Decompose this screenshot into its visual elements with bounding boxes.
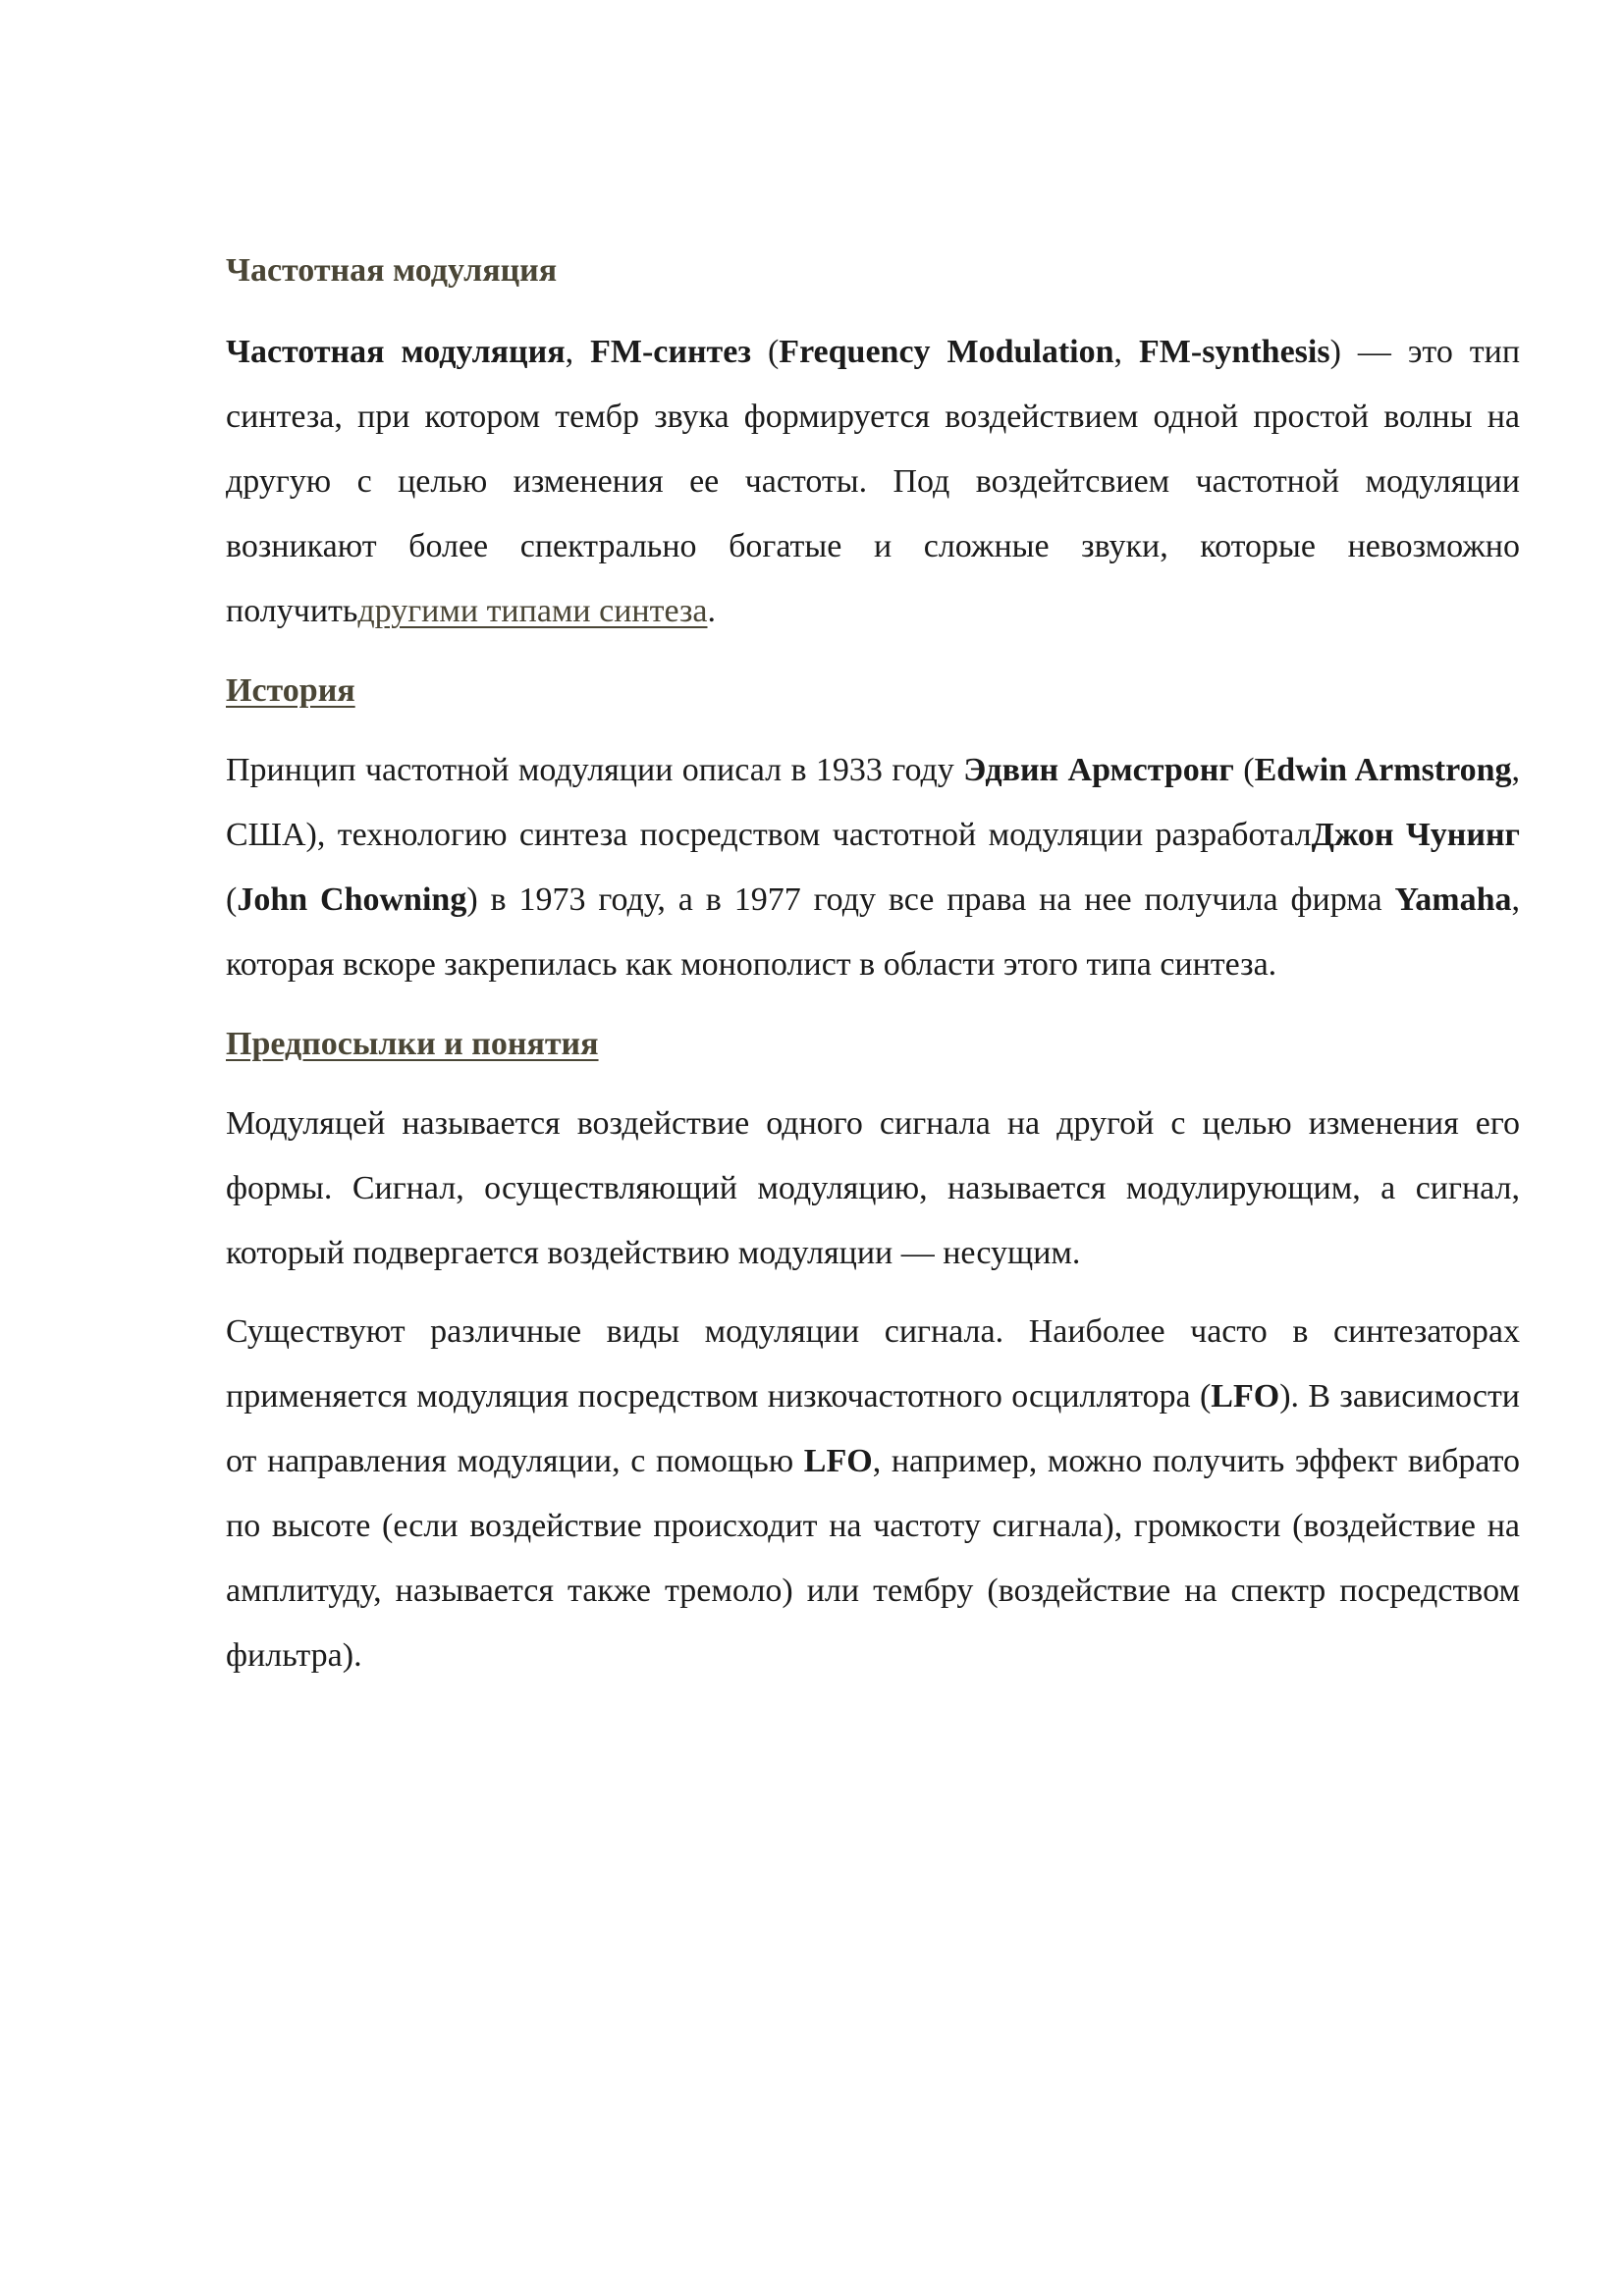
history-paragraph: Принцип частотной модуляции описал в 1933 году Эдвин Армстронг (Edwin Armstrong, США), технологию синтеза посредством частотной модуляции разработалДжон Чунинг (John Chowning) в 1973 году, а в 1977 году все права на нее получила фирма Yamaha, которая вскоре закрепилась как монополист в области этого типа синтеза.: [226, 752, 1521, 983]
name-edwin-armstrong-ru: Эдвин Армстронг: [963, 752, 1234, 788]
term-lfo-2: LFO: [803, 1443, 873, 1479]
other-synthesis-types-link[interactable]: другими типами синтеза: [357, 593, 708, 629]
intro-paragraph: Частотная модуляция, FM-синтез (Frequency Modulation, FM-synthesis) — это тип синтеза, при котором тембр звука формируется воздействием одной простой волны на другую с целью изменения ее частоты. Под воздейтсвием частотной модуляции возникают более спектрально богатые и сложные звуки, которые невозможно получитьдругими типами синтеза.: [226, 334, 1521, 629]
name-john-chowning-en: John Chowning: [237, 881, 467, 918]
term-fm-synthesis: FM-синтез: [590, 334, 752, 370]
name-edwin-armstrong-en: Edwin Armstrong: [1254, 752, 1512, 788]
term-frequency-modulation: Частотная модуляция: [226, 334, 566, 370]
name-john-chowning-ru: Джон Чунинг: [1311, 817, 1520, 853]
modulation-definition-paragraph: Модуляцей называется воздействие одного сигнала на другой с целью изменения его формы. Сигнал, осуществляющий модуляцию, называется модулирующим, а сигнал, который подвергается воздействию модуляции — несущим.: [226, 1105, 1520, 1271]
concepts-heading[interactable]: Предпосылки и понятия: [226, 1026, 599, 1062]
document-title: Частотная модуляция: [226, 252, 558, 289]
name-yamaha: Yamaha: [1394, 881, 1512, 918]
history-heading[interactable]: История: [226, 672, 355, 709]
term-lfo: LFO: [1211, 1378, 1280, 1415]
modulation-types-paragraph: Существуют различные виды модуляции сигнала. Наиболее часто в синтезаторах применяется модуляция посредством низкочастотного осциллятора (LFO). В зависимости от направления модуляции, с помощью LFO, например, можно получить эффект вибрато по высоте (если воздействие происходит на частоту сигнала), громкости (воздействие на амплитуду, называется также тремоло) или тембру (воздействие на спектр посредством фильтра).: [226, 1313, 1520, 1674]
term-frequency-modulation-en: Frequency Modulation: [779, 334, 1114, 370]
document-page: [226, 245, 1520, 1702]
term-fm-synthesis-en: FM-synthesis: [1139, 334, 1330, 370]
